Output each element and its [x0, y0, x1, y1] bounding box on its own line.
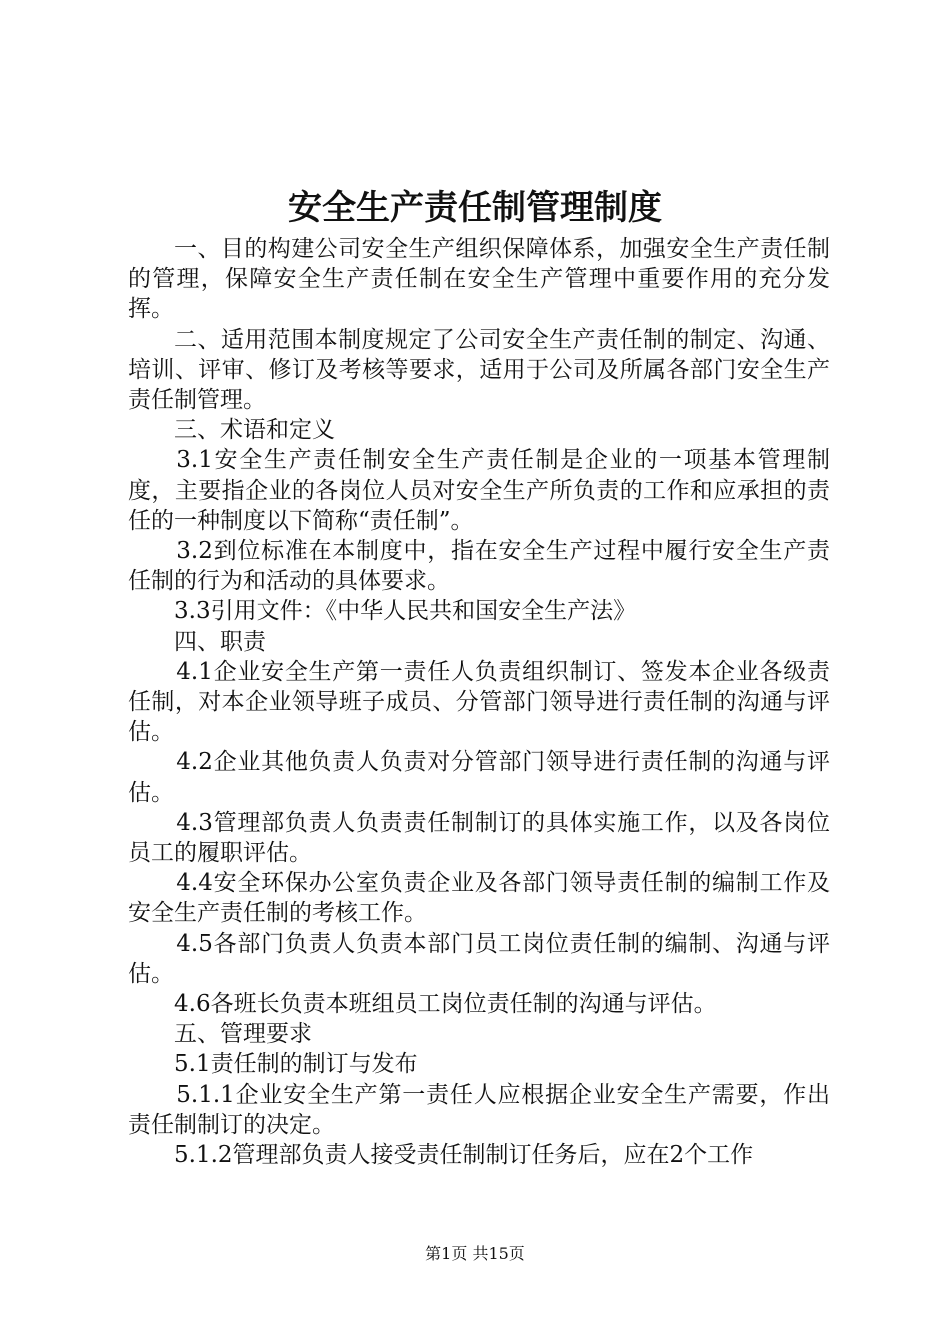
paragraph-4-6: 4.6各班长负责本班组员工岗位责任制的沟通与评估。 [174, 991, 717, 1018]
document-body [128, 234, 830, 1170]
paragraph-4-5: 4.5各部门负责人负责本部门员工岗位责任制的编制、沟通与评估。 [128, 930, 830, 987]
paragraph-purpose: 一、目的构建公司安全生产组织保障体系，加强安全生产责任制的管理，保障安全生产责任制在安全生产管理中重要作用的充分发挥。 [128, 236, 830, 323]
paragraph-3-2: 3.2到位标准在本制度中，指在安全生产过程中履行安全生产责任制的行为和活动的具体要求。 [128, 538, 830, 595]
heading-definitions: 三、术语和定义 [174, 417, 335, 444]
paragraph-3-3: 3.3引用文件：《中华人民共和国安全生产法》 [174, 598, 637, 625]
paragraph-5-1-1: 5.1.1企业安全生产第一责任人应根据企业安全生产需要，作出责任制制订的决定。 [128, 1081, 830, 1138]
paragraph-scope: 二、适用范围本制度规定了公司安全生产责任制的制定、沟通、培训、评审、修订及考核等要求，适用于公司及所属各部门安全生产责任制管理。 [128, 326, 830, 414]
paragraph-3-1: 3.1安全生产责任制安全生产责任制是企业的一项基本管理制度，主要指企业的各岗位人员对安全生产所负责的工作和应承担的责任的一种制度以下简称“责任制”。 [128, 447, 830, 534]
paragraph-5-1: 5.1责任制的制订与发布 [174, 1051, 418, 1078]
paragraph-5-1-2: 5.1.2管理部负责人接受责任制制订任务后，应在2个工作 [174, 1142, 754, 1169]
paragraph-4-4: 4.4安全环保办公室负责企业及各部门领导责任制的编制工作及安全生产责任制的考核工作。 [128, 870, 830, 927]
paragraph-4-1: 4.1企业安全生产第一责任人负责组织制订、签发本企业各级责任制，对本企业领导班子成员、分管部门领导进行责任制的沟通与评估。 [128, 658, 830, 746]
paragraph-4-2: 4.2企业其他负责人负责对分管部门领导进行责任制的沟通与评估。 [128, 749, 830, 806]
heading-management: 五、管理要求 [174, 1021, 312, 1048]
paragraph-4-3: 4.3管理部负责人负责责任制制订的具体实施工作，以及各岗位员工的履职评估。 [128, 809, 830, 867]
document-title: 安全生产责任制管理制度 [288, 188, 662, 228]
heading-duties: 四、职责 [174, 628, 266, 655]
page-footer: 第1页 共15页 [425, 1244, 525, 1263]
